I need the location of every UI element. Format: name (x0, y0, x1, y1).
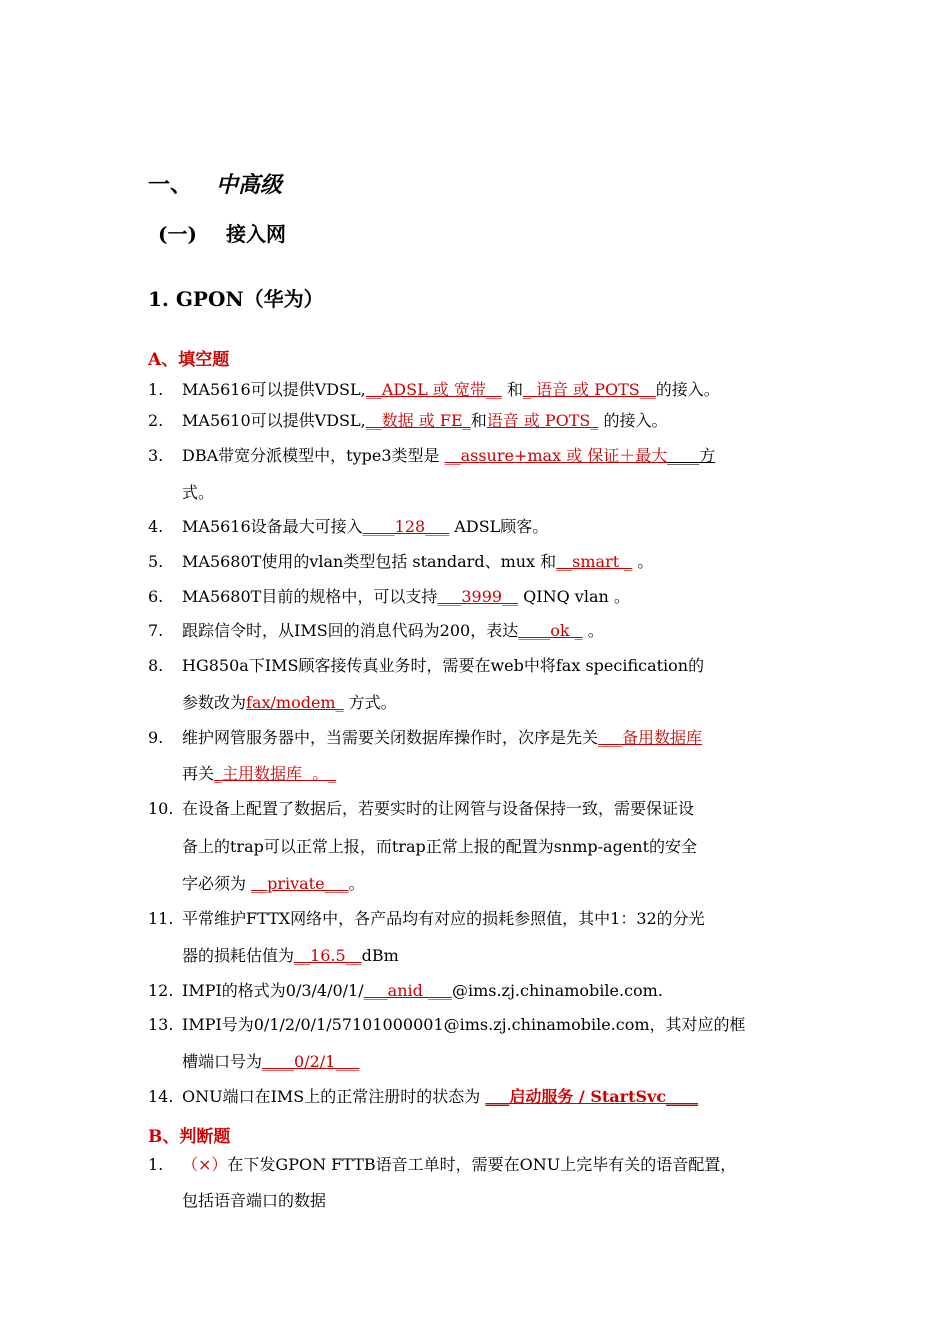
judgement-1-continuation: 包括语音端口的数据 (182, 1191, 327, 1210)
question-8-continuation (182, 692, 397, 714)
question-number: 3. (148, 446, 164, 465)
question-3-continuation: 式。 (182, 483, 215, 502)
question-10 (148, 798, 694, 820)
question-text: MA5680T使用的vlan类型包括 standard、mux 和 (182, 552, 557, 571)
question-number: 9. (148, 728, 164, 747)
question-text: QINQ vlan 。 (518, 587, 630, 606)
question-11 (148, 908, 705, 930)
question-number: 4. (148, 517, 164, 536)
question-text: 器的损耗估值为 (182, 946, 295, 965)
question-text: 方式。 (343, 693, 397, 712)
question-12 (148, 980, 663, 1002)
answer-blank: _ 语音 或 POTS__ (522, 380, 656, 399)
question-text: 再关 (182, 764, 215, 783)
heading-level2-title: 接入网 (226, 222, 286, 246)
question-8 (148, 655, 704, 677)
heading-level2 (158, 218, 286, 247)
question-number: 13. (148, 1015, 174, 1034)
heading-level1-number: 一、 (148, 172, 193, 198)
heading-level3: 1. GPON（华为） (148, 287, 324, 311)
answer-blank: __private___ (251, 874, 349, 893)
question-9 (148, 727, 702, 749)
question-text: 平常维护FTTX网络中，各产品均有对应的损耗参照值，其中1：32的分光 (182, 909, 705, 928)
question-13-continuation (182, 1051, 359, 1073)
question-number: 2. (148, 411, 164, 430)
question-text: MA5680T目前的规格中，可以支持 (182, 587, 438, 606)
question-text: 在设备上配置了数据后，若要实时的让网管与设备保持一致，需要保证设 (182, 799, 695, 818)
answer-blank: _主用数据库 。_ (214, 764, 337, 783)
question-text: 和 (501, 380, 523, 399)
answer-blank: __ADSL 或 宽带__ (365, 380, 502, 399)
question-number: 7. (148, 621, 164, 640)
question-number: 6. (148, 587, 164, 606)
answer-blank: __assure+max 或 保证＋最大 (444, 446, 668, 465)
question-text: 字必须为 (182, 874, 252, 893)
question-text: IMPI的格式为0/3/4/0/1/ (182, 981, 364, 1000)
answer-blank: ____ok _ (518, 621, 583, 640)
question-13 (148, 1014, 746, 1036)
question-text: ____方 (667, 446, 716, 465)
question-text: 跟踪信令时，从IMS回的消息代码为200，表达 (182, 621, 519, 640)
answer-blank: 语音 或 POTS_ (486, 411, 599, 430)
answer-blank: fax/modem_ (246, 693, 344, 712)
question-text: 维护网管服务器中，当需要关闭数据库操作时，次序是先关 (182, 728, 599, 747)
answer-blank: ___备用数据库 (598, 728, 703, 747)
question-text: 。 (582, 621, 604, 640)
heading-level2-number: (一) (158, 222, 197, 246)
question-9-continuation (182, 763, 336, 785)
question-text: 在下发GPON FTTB语音工单时，需要在ONU上完毕有关的语音配置， (227, 1155, 737, 1174)
answer-blank: ____128___ (362, 517, 450, 536)
question-text: MA5610可以提供VDSL, (182, 411, 366, 430)
question-number: 12. (148, 981, 174, 1000)
question-text: 的接入。 (655, 380, 720, 399)
answer-blank: __16.5__ (294, 946, 362, 965)
question-number: 11. (148, 909, 174, 928)
question-text: 的接入。 (598, 411, 668, 430)
question-6 (148, 586, 630, 608)
question-text: @ims.zj.chinamobile.com. (451, 981, 663, 1000)
question-text: dBm (361, 946, 399, 965)
question-text: ADSL顾客。 (449, 517, 549, 536)
question-10-line3 (182, 873, 365, 895)
question-3 (148, 445, 715, 467)
answer-blank: ___启动服务 / StartSvc____ (485, 1087, 699, 1106)
answer-blank: __smart _ (556, 552, 633, 571)
judgement-1 (148, 1154, 736, 1176)
question-5 (148, 551, 653, 573)
answer-blank: __数据 或 FE_ (365, 411, 471, 430)
question-number: 1. (148, 1155, 164, 1174)
question-text: HG850a下IMS顾客接传真业务时，需要在web中将fax specification的 (182, 656, 705, 675)
question-number: 10. (148, 799, 174, 818)
question-4 (148, 516, 548, 538)
question-text: 槽端口号为 (182, 1052, 263, 1071)
question-number: 8. (148, 656, 164, 675)
question-10-line2: 备上的trap可以正常上报，而trap正常上报的配置为snmp-agent的安全 (182, 837, 698, 856)
question-text: 和 (470, 411, 487, 430)
answer-blank: ____0/2/1___ (262, 1052, 360, 1071)
question-number: 5. (148, 552, 164, 571)
question-text: ONU端口在IMS上的正常注册时的状态为 (182, 1087, 486, 1106)
question-7 (148, 620, 604, 642)
question-11-continuation (182, 945, 399, 967)
question-number: 14. (148, 1087, 174, 1106)
judgement-answer: （×） (182, 1155, 228, 1174)
heading-level1-title: 中高级 (216, 172, 283, 198)
question-1 (148, 379, 720, 401)
heading-level1 (148, 168, 283, 199)
question-text: 参数改为 (182, 693, 247, 712)
section-b-title: B、判断题 (148, 1127, 231, 1147)
answer-blank: ___3999__ (437, 587, 519, 606)
answer-blank: ___anid ___ (363, 981, 452, 1000)
question-text: IMPI号为0/1/2/0/1/57101000001@ims.zj.chinamobile.com，其对应的框 (182, 1015, 746, 1034)
question-text: 。 (348, 874, 365, 893)
question-2 (148, 410, 668, 432)
question-text: MA5616可以提供VDSL, (182, 380, 366, 399)
question-number: 1. (148, 380, 164, 399)
question-text: DBA带宽分派模型中，type3类型是 (182, 446, 445, 465)
question-text: MA5616设备最大可接入 (182, 517, 363, 536)
question-text: 。 (632, 552, 654, 571)
question-14 (148, 1086, 698, 1108)
section-a-title: A、填空题 (148, 350, 230, 370)
